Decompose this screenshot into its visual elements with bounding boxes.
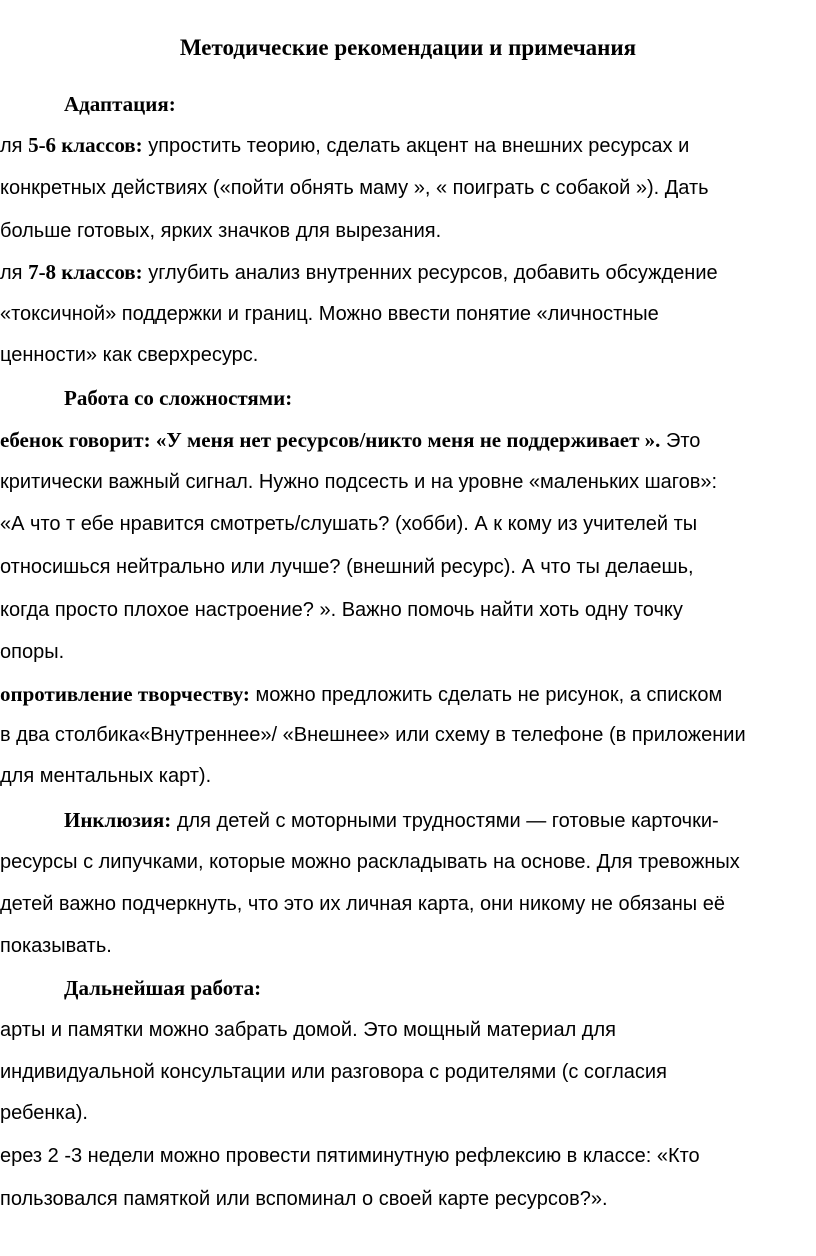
- child-says-line-1: Это: [660, 430, 701, 452]
- resistance-line-2: в два столбика«Внутреннее»/ «Внешнее» или схему в телефоне (в приложении: [0, 724, 746, 746]
- grade78-line-3: ценности» как сверхресурс.: [0, 344, 259, 366]
- inclusion-line-4: показывать.: [0, 935, 112, 957]
- child-says-line-4: относишься нейтрально или лучше? (внешний ресурс). А что ты делаешь,: [0, 556, 694, 578]
- inclusion-label: Инклюзия:: [64, 808, 172, 832]
- resistance-label: опротивление творчеству:: [0, 682, 250, 706]
- resistance-line-3: для ментальных карт).: [0, 765, 212, 787]
- child-says-line-2: критически важный сигнал. Нужно подсесть и на уровне «маленьких шагов»:: [0, 471, 718, 493]
- grade78-line-2: «токсичной» поддержки и границ. Можно ввести понятие «личностные: [0, 303, 659, 325]
- child-says-line-3: «А что т ебе нравится смотреть/слушать? (хобби). А к кому из учителей ты: [0, 513, 698, 535]
- grade78-label: 7-8 классов:: [28, 260, 143, 284]
- paragraph-child-says: [0, 426, 816, 455]
- paragraph-grade-5-6: [0, 131, 816, 160]
- section-heading-adaptation: Адаптация:: [64, 92, 176, 116]
- grade78-prefix: ля: [0, 262, 29, 284]
- grade56-line-3: больше готовых, ярких значков для вырезания.: [0, 220, 442, 242]
- further-line-5: пользовался памяткой или вспоминал о своей карте ресурсов?».: [0, 1188, 608, 1210]
- grade56-prefix: ля: [0, 135, 29, 157]
- resistance-line-1: можно предложить сделать не рисунок, а списком: [249, 684, 723, 706]
- page-title: Методические рекомендации и примечания: [179, 35, 637, 60]
- inclusion-line-1: для детей с моторными трудностями — готовые карточки-: [171, 810, 719, 832]
- child-says-line-5: когда просто плохое настроение? ». Важно помочь найти хоть одну точку: [0, 599, 683, 621]
- inclusion-line-3: детей важно подчеркнуть, что это их личная карта, они никому не обязаны её: [0, 893, 725, 915]
- paragraph-inclusion: [64, 806, 816, 835]
- child-says-label: ебенок говорит: «У меня нет ресурсов/никто меня не поддерживает ».: [0, 428, 661, 452]
- paragraph-grade-7-8: [0, 258, 816, 287]
- section-heading-further: Дальнейшая работа:: [64, 976, 262, 1000]
- section-heading-difficulties: Работа со сложностями:: [64, 386, 293, 410]
- paragraph-resistance: [0, 680, 816, 709]
- further-line-2: индивидуальной консультации или разговора с родителями (с согласия: [0, 1061, 667, 1083]
- further-line-4: ерез 2 -3 недели можно провести пятиминутную рефлексию в классе: «Кто: [0, 1145, 700, 1167]
- grade56-line-2: конкретных действиях («пойти обнять маму », « поиграть с собакой »). Дать: [0, 177, 709, 199]
- grade56-line-1: упростить теорию, сделать акцент на внешних ресурсах и: [142, 135, 690, 157]
- grade56-label: 5-6 классов:: [28, 133, 143, 157]
- grade78-line-1: углубить анализ внутренних ресурсов, добавить обсуждение: [142, 262, 718, 284]
- further-line-1: арты и памятки можно забрать домой. Это мощный материал для: [0, 1019, 616, 1041]
- further-line-3: ребенка).: [0, 1102, 88, 1124]
- child-says-line-6: опоры.: [0, 641, 65, 663]
- inclusion-line-2: ресурсы с липучками, которые можно раскладывать на основе. Для тревожных: [0, 851, 740, 873]
